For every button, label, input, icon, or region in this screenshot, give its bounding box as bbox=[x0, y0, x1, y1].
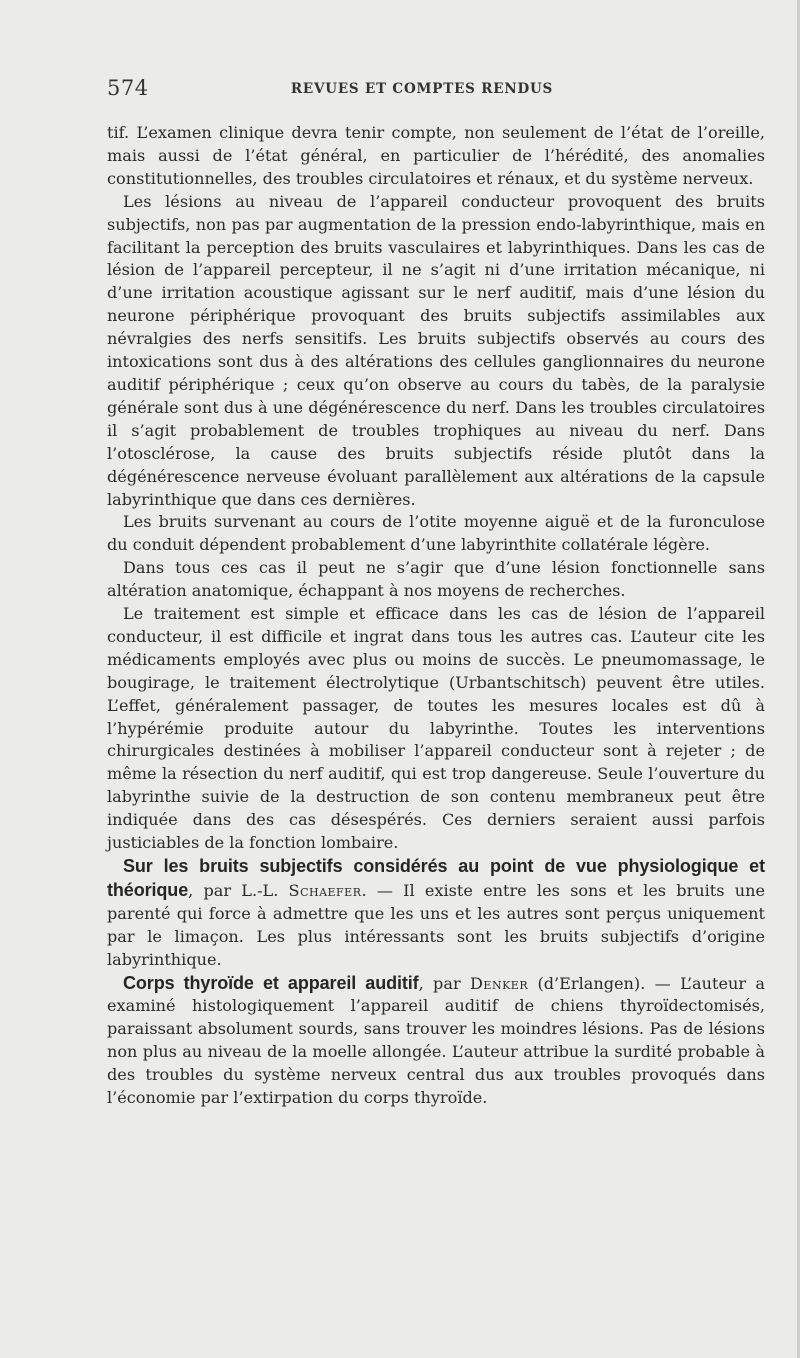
review-entry-denker bbox=[107, 972, 765, 1110]
running-head: REVUES ET COMPTES RENDUS bbox=[290, 81, 554, 97]
review-title: Corps thyroïde et appareil auditif bbox=[123, 972, 419, 993]
review-author-prefix: , par bbox=[418, 973, 471, 993]
review-author: Schaefer bbox=[288, 880, 362, 900]
review-author-suffix: (d’Erlangen) bbox=[528, 973, 641, 993]
body-text bbox=[107, 122, 765, 1110]
review-body: . — Il existe entre les sons et les bruits une parenté qui force à admettre que les uns et les autres sont perçus uniquement par le limaçon. Les plus intéressants sont les bruits subjectifs d’origine labyrinthique. bbox=[107, 880, 765, 969]
review-author-prefix: , par L.-L. bbox=[188, 880, 289, 900]
paragraph-continuation: tif. L’examen clinique devra tenir compte, non seulement de l’état de l’oreille, mais aussi de l’état général, en particulier de l’hérédité, des anomalies constitutionnelles, des troubles circulatoires et rénaux, et du système nerveux. bbox=[107, 123, 765, 188]
review-title: Sur les bruits subjectifs considérés au point de vue physiologique et théorique bbox=[107, 856, 765, 900]
paragraph-otite: Les bruits survenant au cours de l’otite moyenne aiguë et de la furonculose du conduit dépendent probablement d’une labyrinthite collatérale légère. bbox=[107, 512, 765, 555]
review-body: . — L’auteur a examiné histologiquement l’appareil auditif de chiens thyroïdectomisés, paraissant absolument sourds, sans trouver les moindres lésions. Pas de lésions non plus au niveau de la moelle allongée. L’auteur attribue la surdité probable à des troubles du système nerveux central dus aux troubles provoqués dans l’économie par l’extirpation du corps thyroïde. bbox=[107, 973, 765, 1108]
review-author: Denker bbox=[470, 973, 529, 993]
paragraph-lesion-fonctionnelle: Dans tous ces cas il peut ne s’agir que d’une lésion fonctionnelle sans altération anatomique, échappant à nos moyens de recherches. bbox=[107, 558, 765, 601]
paragraph-lesions: Les lésions au niveau de l’appareil conducteur provoquent des bruits subjectifs, non pas par augmentation de la pression endo-labyrinthique, mais en facilitant la perception des bruits vasculaires et labyrinthiques. Dans les cas de lésion de l’appareil percepteur, il ne s’agit ni d’une irritation mécanique, ni d’une irritation acoustique agissant sur le nerf auditif, mais d’une lésion du neurone périphérique provoquant des bruits subjectifs assimilables aux névralgies des nerfs sensitifs. Les bruits subjectifs observés au cours des intoxications sont dus à des altérations des cellules ganglionnaires du neurone auditif périphérique ; ceux qu’on observe au cours du tabès, de la paralysie générale sont dus à une dégénérescence du nerf. Dans les troubles circulatoires il s’agit probablement de troubles trophiques au niveau du nerf. Dans l’otosclérose, la cause des bruits subjectifs réside plutôt dans la dégénérescence nerveuse évoluant parallèlement aux altérations de la capsule labyrinthique que dans ces dernières. bbox=[107, 191, 765, 509]
page-header bbox=[107, 76, 697, 104]
paragraph-traitement: Le traitement est simple et efficace dans les cas de lésion de l’appareil conducteur, il est difficile et ingrat dans tous les autres cas. L’auteur cite les médicaments employés avec plus ou moins de succès. Le pneumomassage, le bougirage, le traitement électrolytique (Urbantschitsch) peuvent être utiles. L’effet, généralement passager, de toutes les mesures locales est dû à l’hypérémie produite autour du labyrinthe. Toutes les interventions chirurgicales destinées à mobiliser l’appareil conducteur sont à rejeter ; de même la résection du nerf auditif, qui est trop dangereuse. Seule l’ouverture du labyrinthe suivie de la destruction de son contenu membraneux peut être indiquée dans des cas désespérés. Ces derniers seraient aussi parfois justiciables de la fonction lombaire. bbox=[107, 604, 765, 853]
review-entry-schaefer bbox=[107, 855, 765, 972]
page-number: 574 bbox=[107, 76, 149, 100]
